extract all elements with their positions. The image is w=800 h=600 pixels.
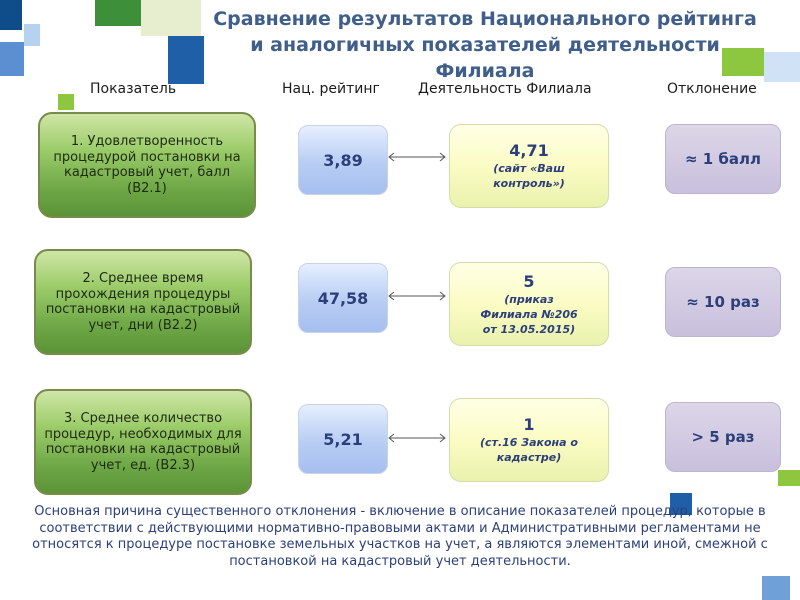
branch-box-1	[449, 124, 609, 208]
double-arrow-icon	[386, 432, 448, 444]
branch-note: (приказ Филиала №206 от 13.05.2015)	[480, 292, 578, 336]
deco-square	[0, 0, 22, 30]
nat-value-box-2: 47,58	[298, 263, 388, 333]
header-indicator: Показатель	[90, 81, 177, 97]
deco-square	[141, 0, 201, 36]
deco-square	[95, 0, 141, 26]
deviation-box-3: > 5 раз	[665, 402, 781, 472]
double-arrow-icon	[386, 151, 448, 163]
branch-note: (сайт «Ваш контроль»)	[493, 162, 565, 190]
indicator-box-2: 2. Среднее время прохождения процедуры постановки на кадастровый учет, дни (В2.2)	[34, 249, 252, 355]
nat-value-box-1: 3,89	[298, 125, 388, 195]
branch-note: (ст.16 Закона о кадастре)	[480, 436, 578, 464]
nat-value-box-3: 5,21	[298, 404, 388, 474]
double-arrow-icon	[386, 290, 448, 302]
page-title: Сравнение результатов Национального рейтинга и аналогичных показателей деятельности Филиала	[213, 8, 757, 82]
header-deviation: Отклонение	[667, 81, 757, 97]
deco-square	[24, 24, 40, 46]
deco-square	[778, 470, 800, 486]
header-branch: Деятельность Филиала	[418, 81, 592, 97]
deco-square	[762, 576, 790, 600]
branch-box-2	[449, 262, 609, 346]
deviation-box-2: ≈ 10 раз	[665, 267, 781, 337]
branch-value: 4,71	[509, 141, 549, 160]
footer-note: Основная причина существенного отклонения - включение в описание показателей процедур, которые в соответствии с действующими нормативно-правовыми актами и Административными регламентами не относятся к процедуре постановке земельных участков на учет, а являются элементами иной, смежной с постановкой на кадастровый учет деятельности.	[32, 504, 768, 569]
deco-square	[168, 36, 204, 84]
indicator-box-1: 1. Удовлетворенность процедурой постановки на кадастровый учет, балл (В2.1)	[38, 112, 256, 218]
branch-value: 5	[523, 271, 535, 291]
deco-square	[0, 42, 24, 76]
branch-box-3	[449, 398, 609, 482]
indicator-box-3: 3. Среднее количество процедур, необходимых для постановки на кадастровый учет, ед. (В2.3)	[34, 389, 252, 495]
deviation-box-1: ≈ 1 балл	[665, 124, 781, 194]
deco-square	[58, 94, 74, 110]
branch-value: 1	[523, 415, 535, 434]
header-nat-rating: Нац. рейтинг	[282, 81, 380, 97]
deco-square	[764, 52, 800, 82]
